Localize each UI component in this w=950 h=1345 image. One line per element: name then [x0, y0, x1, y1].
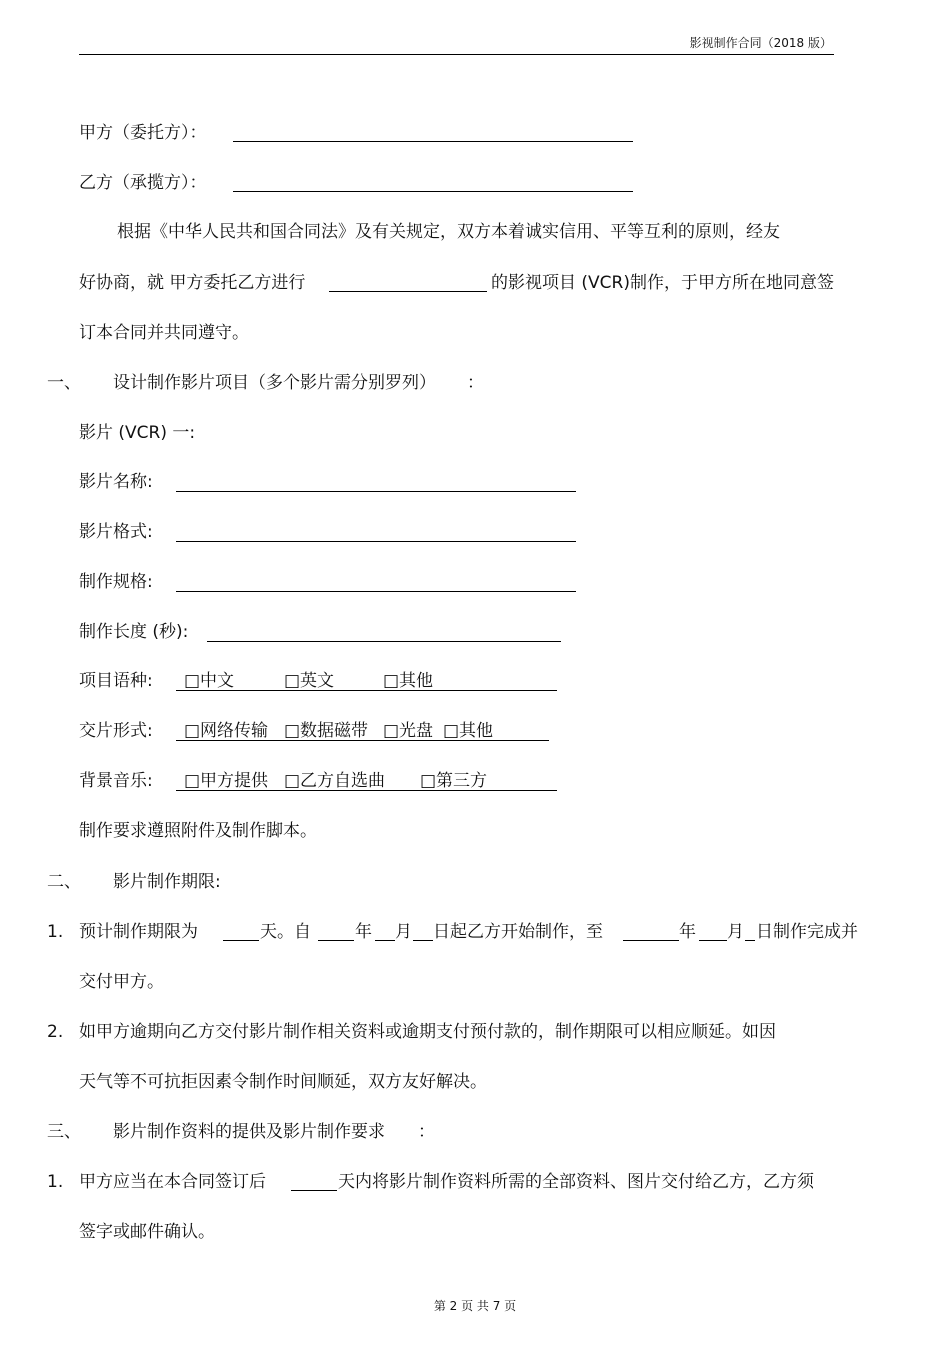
page-number: 第 2 页 共 7 页 [433, 1299, 517, 1313]
section-3-title: 影片制作资料的提供及影片制作要求 [113, 1122, 385, 1142]
delivery-option-other[interactable]: □其他 [443, 721, 494, 741]
section-3-item-1-number: 1. [47, 1172, 64, 1192]
document-header: 影视制作合同（2018 版） [689, 36, 832, 50]
end-day-blank[interactable] [745, 940, 755, 941]
music-option-party-a[interactable]: □甲方提供 [184, 771, 269, 791]
section-3-number: 三、 [47, 1122, 81, 1142]
production-length-label: 制作长度 (秒): [79, 622, 189, 642]
language-option-other[interactable]: □其他 [383, 671, 434, 691]
section-2-item-1-text-c: 年 [355, 922, 372, 942]
intro-line-2b: 的影视项目 (VCR)制作，于甲方所在地同意签 [491, 273, 834, 293]
section-2-item-1-text-f: 年 [679, 922, 696, 942]
section-2-title: 影片制作期限: [113, 872, 221, 892]
film-name-field[interactable] [176, 491, 576, 492]
production-note: 制作要求遵照附件及制作脚本。 [79, 821, 317, 841]
language-label: 项目语种: [79, 671, 153, 691]
section-3-item-1-text-b: 天内将影片制作资料所需的全部资料、图片交付给乙方，乙方须 [338, 1172, 814, 1192]
end-year-blank[interactable] [623, 940, 679, 941]
intro-line-3: 订本合同并共同遵守。 [79, 323, 249, 343]
section-1-number: 一、 [47, 373, 81, 393]
start-month-blank[interactable] [375, 940, 395, 941]
section-2-item-1-text-d: 月 [395, 922, 412, 942]
section-2-item-1-text-g: 月 [727, 922, 744, 942]
section-2-item-1-text-b: 天。自 [260, 922, 311, 942]
project-name-blank[interactable] [329, 291, 487, 292]
section-2-item-1-line-2: 交付甲方。 [79, 972, 164, 992]
film-label: 影片 (VCR) 一: [79, 423, 196, 443]
section-2-number: 二、 [47, 872, 81, 892]
period-days-blank[interactable] [223, 940, 259, 941]
delivery-option-network[interactable]: □网络传输 [184, 721, 269, 741]
section-2-item-1-text-h: 日制作完成并 [756, 922, 858, 942]
party-a-field[interactable] [233, 141, 633, 142]
section-3-item-1-text-a: 甲方应当在本合同签订后 [79, 1172, 266, 1192]
intro-line-1: 根据《中华人民共和国合同法》及有关规定，双方本着诚实信用、平等互利的原则，经友 [117, 222, 780, 242]
section-2-item-2-number: 2. [47, 1022, 64, 1042]
section-2-item-2-line-1: 如甲方逾期向乙方交付影片制作相关资料或逾期支付预付款的，制作期限可以相应顺延。如因 [79, 1022, 776, 1042]
party-a-label: 甲方（委托方）： [79, 123, 207, 143]
section-3-item-1-line-2: 签字或邮件确认。 [79, 1222, 215, 1242]
section-2-item-1-text-e: 日起乙方开始制作，至 [433, 922, 603, 942]
film-name-label: 影片名称: [79, 472, 153, 492]
production-spec-field[interactable] [176, 591, 576, 592]
materials-days-blank[interactable] [291, 1190, 337, 1191]
music-option-party-b[interactable]: □乙方自选曲 [284, 771, 386, 791]
header-divider [79, 54, 834, 55]
film-format-label: 影片格式: [79, 522, 153, 542]
delivery-option-disc[interactable]: □光盘 [383, 721, 434, 741]
party-b-label: 乙方（承揽方）： [79, 173, 207, 193]
section-1-colon: ： [467, 373, 484, 393]
language-option-english[interactable]: □英文 [284, 671, 335, 691]
start-day-blank[interactable] [413, 940, 433, 941]
party-b-field[interactable] [233, 191, 633, 192]
intro-line-2a: 好协商，就 甲方委托乙方进行 [79, 273, 306, 293]
section-3-colon: ： [418, 1122, 435, 1142]
language-option-chinese[interactable]: □中文 [184, 671, 235, 691]
section-1-title: 设计制作影片项目（多个影片需分别罗列） [113, 373, 436, 393]
section-2-item-2-line-2: 天气等不可抗拒因素令制作时间顺延，双方友好解决。 [79, 1072, 487, 1092]
delivery-label: 交片形式: [79, 721, 153, 741]
music-label: 背景音乐: [79, 771, 153, 791]
section-2-item-1-number: 1. [47, 922, 64, 942]
section-2-item-1-text-a: 预计制作期限为 [79, 922, 198, 942]
start-year-blank[interactable] [318, 940, 354, 941]
film-format-field[interactable] [176, 541, 576, 542]
production-length-field[interactable] [207, 641, 561, 642]
delivery-option-tape[interactable]: □数据磁带 [284, 721, 369, 741]
production-spec-label: 制作规格: [79, 572, 153, 592]
end-month-blank[interactable] [699, 940, 727, 941]
music-option-third-party[interactable]: □第三方 [420, 771, 488, 791]
